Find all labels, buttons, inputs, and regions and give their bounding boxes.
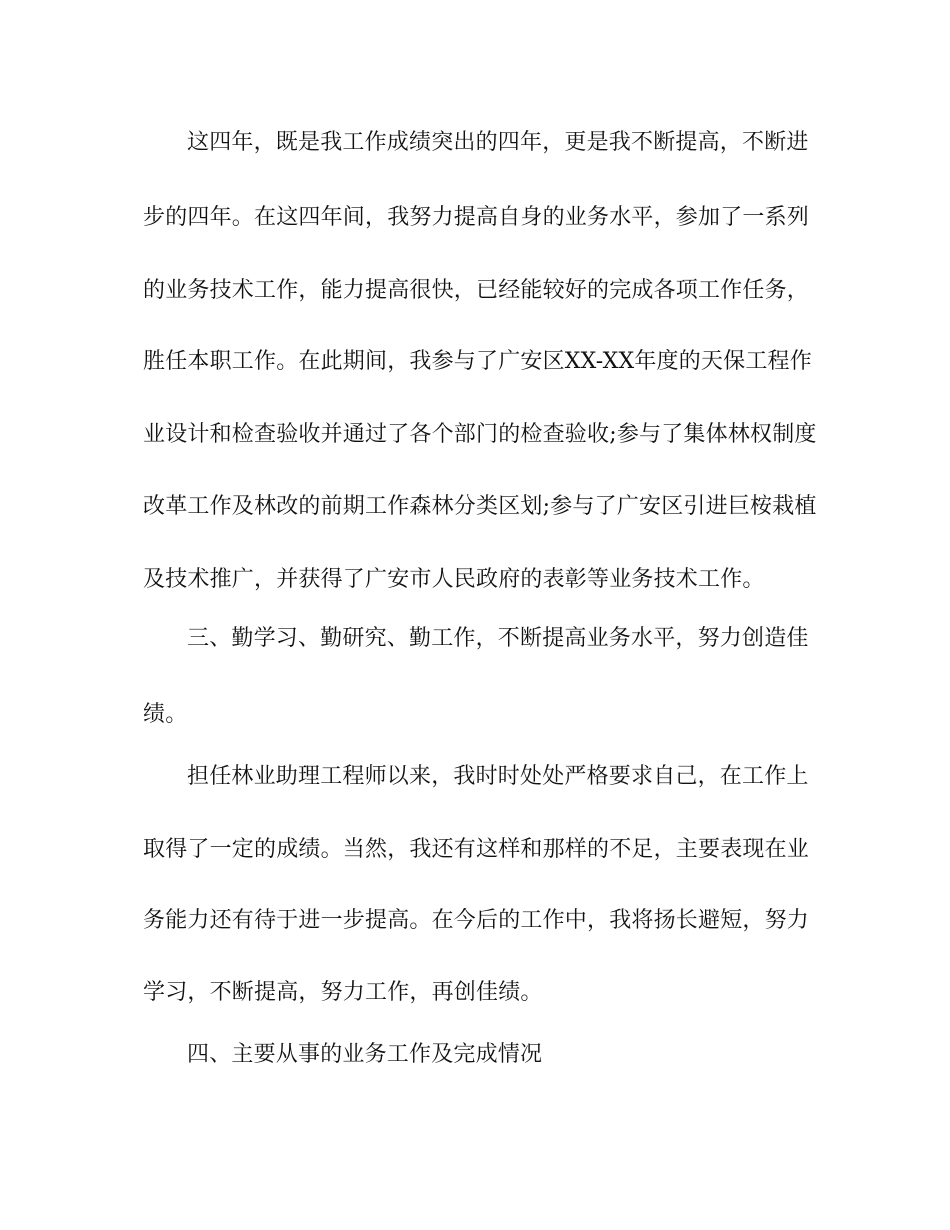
paragraph-line: 这四年，既是我工作成绩突出的四年，更是我不断提高，不断进 bbox=[187, 130, 809, 155]
paragraph-line: 绩。 bbox=[143, 702, 188, 727]
paragraph-line: 胜任本职工作。在此期间，我参与了广安区XX-XX年度的天保工程作 bbox=[143, 349, 812, 374]
section-heading-line: 三、勤学习、勤研究、勤工作，不断提高业务水平，努力创造佳 bbox=[187, 626, 809, 651]
paragraph-line: 取得了一定的成绩。当然，我还有这样和那样的不足，主要表现在业 bbox=[143, 837, 810, 862]
paragraph-line: 学习，不断提高，努力工作，再创佳绩。 bbox=[143, 980, 543, 1005]
paragraph-line: 改革工作及林改的前期工作森林分类区划;参与了广安区引进巨桉栽植 bbox=[143, 494, 817, 519]
paragraph-line: 步的四年。在这四年间，我努力提高自身的业务水平，参加了一系列 bbox=[143, 205, 810, 230]
section-heading-line: 四、主要从事的业务工作及完成情况 bbox=[187, 1042, 543, 1067]
paragraph-line: 的业务技术工作，能力提高很快，已经能较好的完成各项工作任务， bbox=[143, 278, 810, 303]
paragraph-line: 担任林业助理工程师以来，我时时处处严格要求自己，在工作上 bbox=[187, 764, 809, 789]
paragraph-line: 业设计和检查验收并通过了各个部门的检查验收;参与了集体林权制度 bbox=[143, 422, 817, 447]
paragraph-line: 及技术推广，并获得了广安市人民政府的表彰等业务技术工作。 bbox=[143, 567, 765, 592]
paragraph-line: 务能力还有待于进一步提高。在今后的工作中，我将扬长避短，努力 bbox=[143, 908, 810, 933]
